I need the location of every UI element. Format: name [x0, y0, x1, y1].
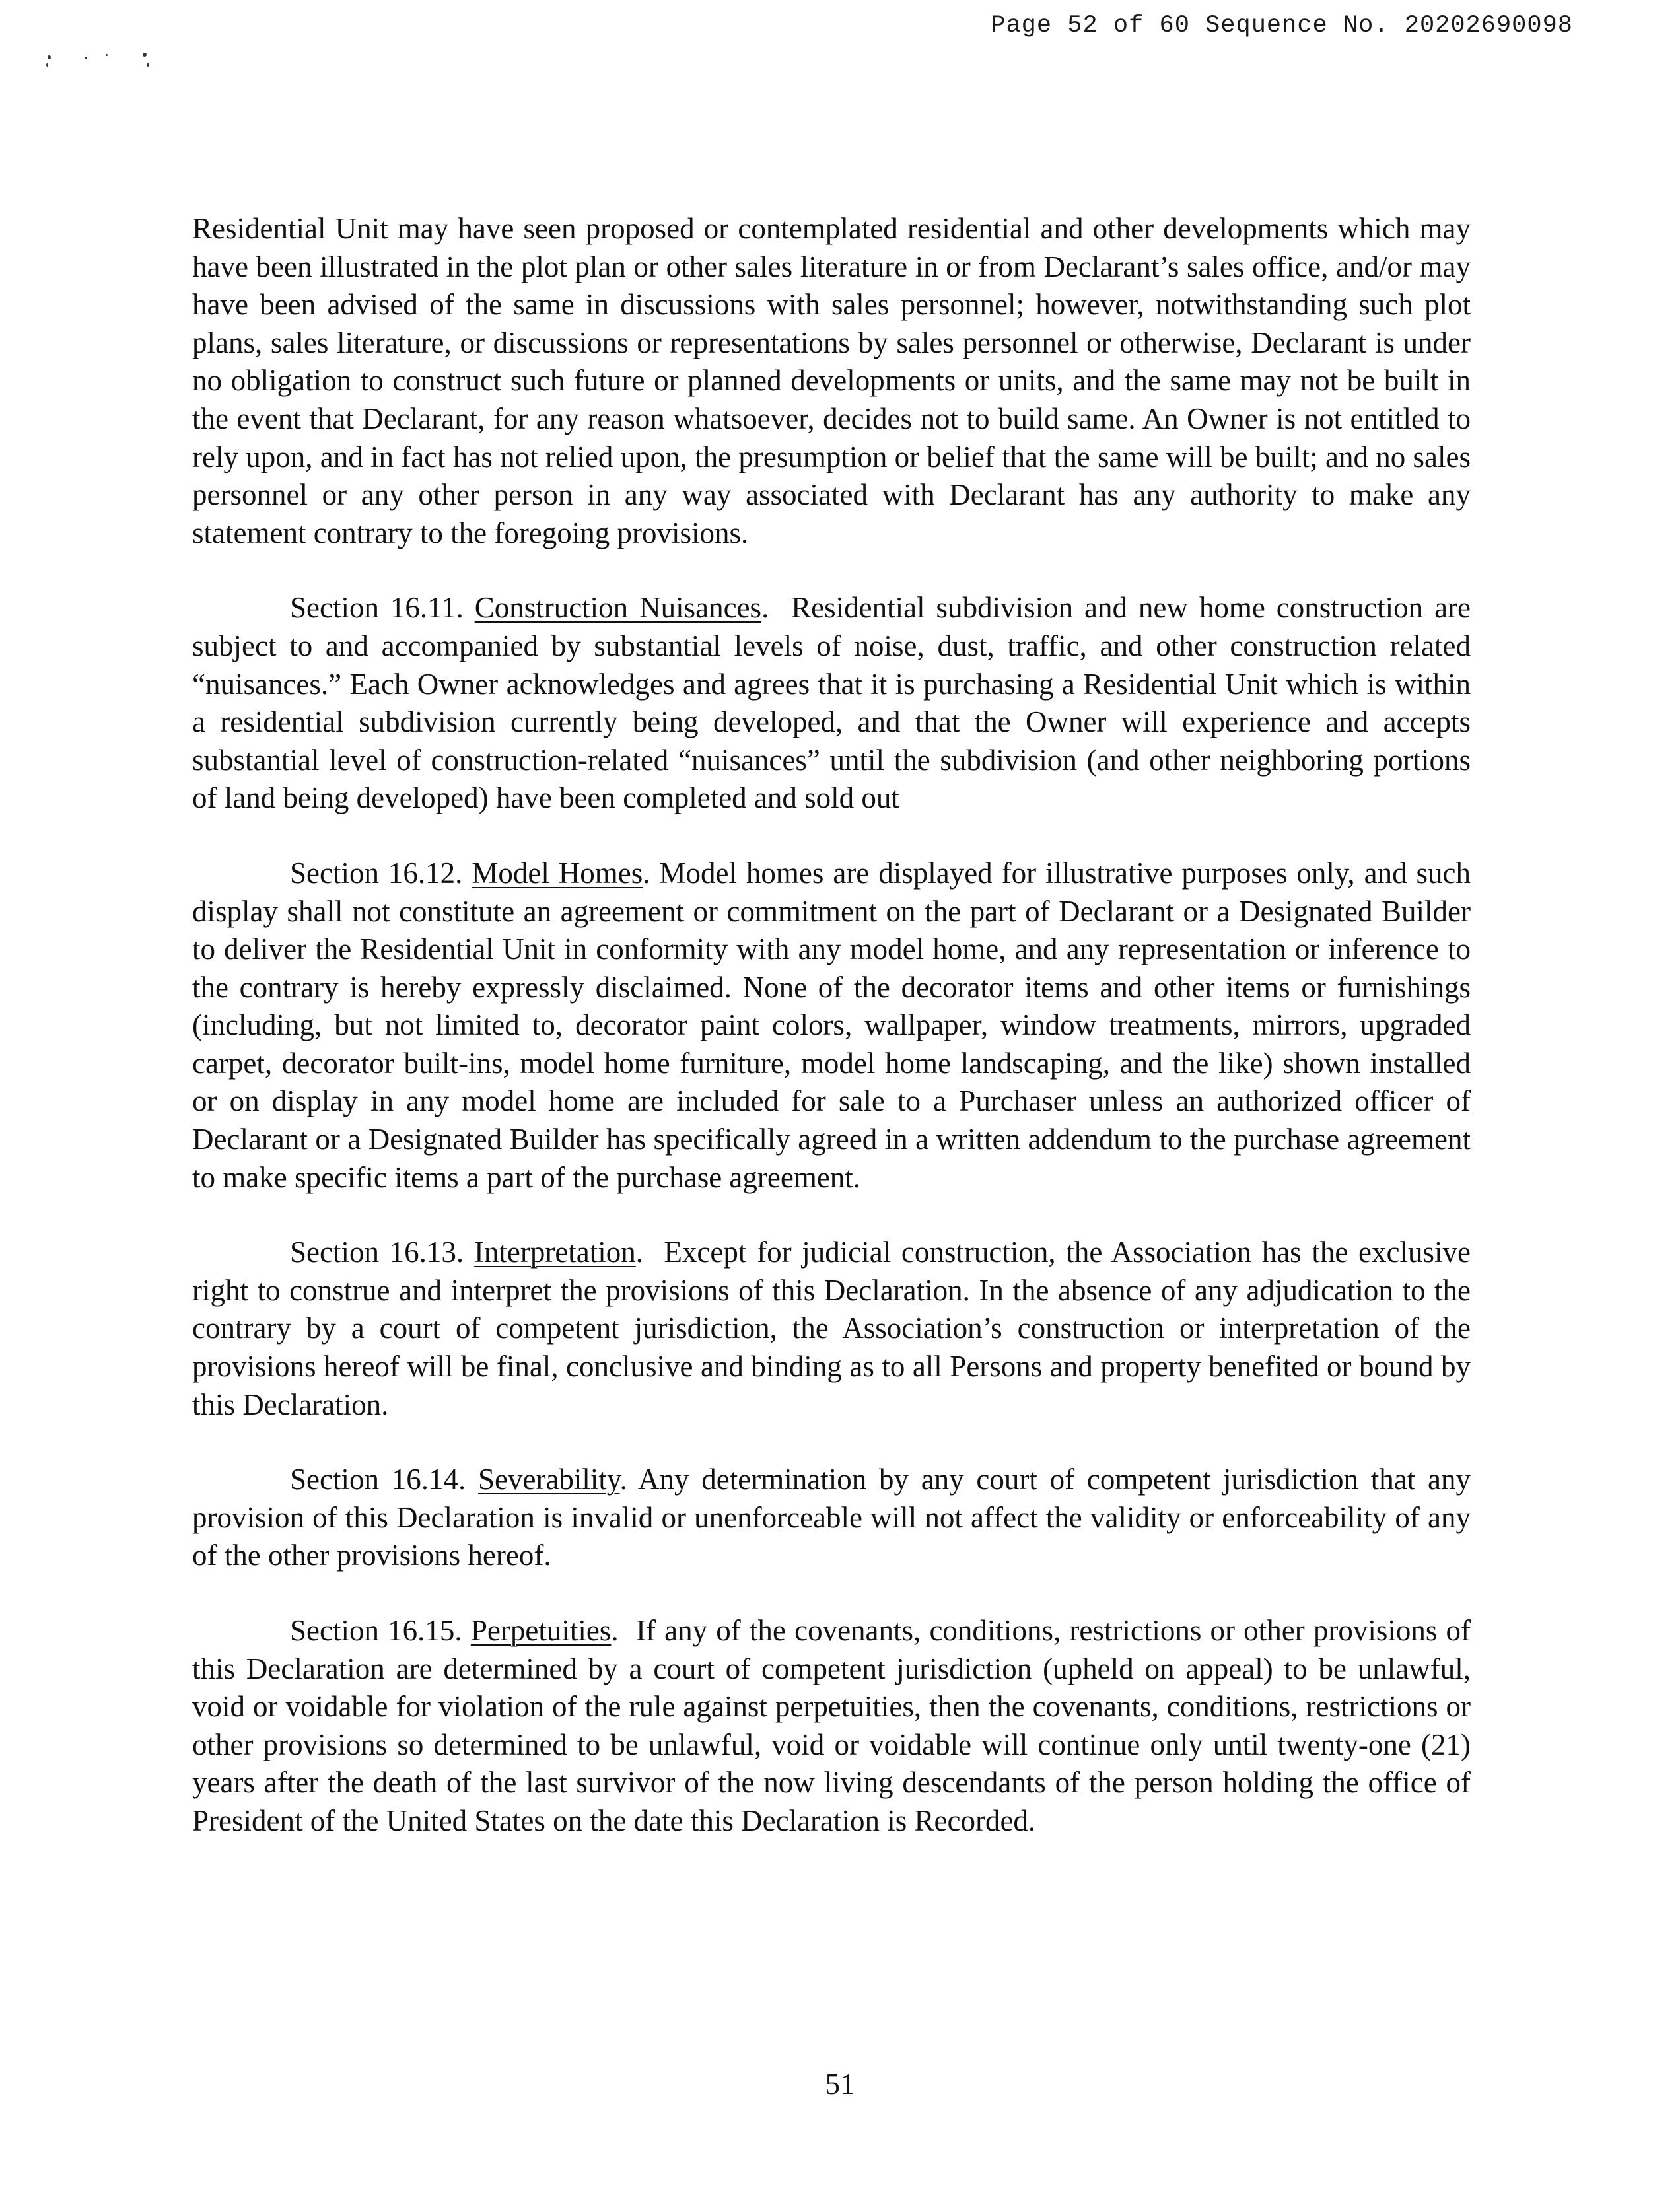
section-title: Model Homes: [472, 856, 643, 890]
page-number: 51: [825, 2068, 855, 2101]
section-text: If any of the covenants, conditions, restrictions or other provisions of this Declaration are determined by a court of competent jurisdiction (upheld on appeal) to be unlawful, void or voidable for violation of the rule against perpetuities, then the covenants, conditions, restrictions or other provisions so determined to be unlawful, void or voidable will continue only until twenty-one (21) years after the death of the last survivor of the now living descendants of the person holding the office of President of the United States on the date this Declaration is Recorded.: [192, 1614, 1471, 1837]
section-title: Severability: [477, 1463, 620, 1496]
document-body: [192, 210, 1471, 1877]
section-16-15: Section 16.15. Perpetuities. If any of the covenants, conditions, restrictions or other provisions of this Declaration are determined by a court of competent jurisdiction (upheld on appeal) to be unlawful, void or voidable for violation of the rule against perpetuities, then the covenants, conditions, restrictions or other provisions so determined to be unlawful, void or voidable will continue only until twenty-one (21) years after the death of the last survivor of the now living descendants of the person holding the office of President of the United States on the date this Declaration is Recorded.: [192, 1614, 1471, 1837]
section-16-12: Section 16.12. Model Homes. Model homes are displayed for illustrative purposes only, and such display shall not constitute an agreement or commitment on the part of Declarant or a Designated Builder to deliver the Residential Unit in conformity with any model home, and any representation or inference to the contrary is hereby expressly disclaimed. None of the decorator items and other items or furnishings (including, but not limited to, decorator paint colors, wallpaper, window treatments, mirrors, upgraded carpet, decorator built-ins, model home furniture, model home landscaping, and the like) shown installed or on display in any model home are included for sale to a Purchaser unless an authorized officer of Declarant or a Designated Builder has specifically agreed in a written addendum to the purchase agreement to make specific items a part of the purchase agreement.: [192, 856, 1471, 1194]
section-number: Section 16.12.: [290, 856, 463, 890]
section-number: Section 16.11.: [290, 591, 464, 625]
section-text: Any determination by any court of competent jurisdiction that any provision of this Declaration is invalid or unenforceable will not affect the validity or enforceability of any of the other provisions hereof.: [192, 1463, 1471, 1572]
intro-paragraph: Residential Unit may have seen proposed or contemplated residential and other developments which may have been illustrated in the plot plan or other sales literature in or from Declarant’s sales office, and/or may have been advised of the same in discussions with sales personnel; however, notwithstanding such plot plans, sales literature, or discussions or representations by sales personnel or otherwise, Declarant is under no obligation to construct such future or planned developments or units, and the same may not be built in the event that Declarant, for any reason whatsoever, decides not to build same. An Owner is not entitled to rely upon, and in fact has not relied upon, the presumption or belief that the same will be built; and no sales personnel or any other person in any way associated with Declarant has any authority to make any statement contrary to the foregoing provisions.: [192, 212, 1471, 549]
page-sequence-stamp: Page 52 of 60 Sequence No. 20202690098: [991, 12, 1573, 40]
section-number: Section 16.15.: [290, 1614, 462, 1647]
section-number: Section 16.14.: [290, 1463, 466, 1496]
section-16-14: Section 16.14. Severability. Any determination by any court of competent jurisdiction that any provision of this Declaration is invalid or unenforceable will not affect the validity or enforceability of any of the other provisions hereof.: [192, 1463, 1471, 1572]
section-text: Model homes are displayed for illustrative purposes only, and such display shall not constitute an agreement or commitment on the part of Declarant or a Designated Builder to deliver the Residential Unit in conformity with any model home, and any representation or inference to the contrary is hereby expressly disclaimed. None of the decorator items and other items or furnishings (including, but not limited to, decorator paint colors, wallpaper, window treatments, mirrors, upgraded carpet, decorator built-ins, model home furniture, model home landscaping, and the like) shown installed or on display in any model home are included for sale to a Purchaser unless an authorized officer of Declarant or a Designated Builder has specifically agreed in a written addendum to the purchase agreement to make specific items a part of the purchase agreement.: [192, 856, 1471, 1194]
section-title: Interpretation: [473, 1236, 636, 1269]
section-text: Except for judicial construction, the Association has the exclusive right to construe and interpret the provisions of this Declaration. In the absence of any adjudication to the contrary by a court of competent jurisdiction, the Association’s construction or interpretation of the provisions hereof will be final, conclusive and binding as to all Persons and property benefited or bound by this Declaration.: [192, 1236, 1471, 1421]
section-16-13: Section 16.13. Interpretation. Except for judicial construction, the Association has the exclusive right to construe and interpret the provisions of this Declaration. In the absence of any adjudication to the contrary by a court of competent jurisdiction, the Association’s construction or interpretation of the provisions hereof will be final, conclusive and binding as to all Persons and property benefited or bound by this Declaration.: [192, 1236, 1471, 1421]
section-text: Residential subdivision and new home construction are subject to and accompanied by substantial levels of noise, dust, traffic, and other construction related “nuisances.” Each Owner acknowledges and agrees that it is purchasing a Residential Unit which is within a residential subdivision currently being developed, and that the Owner will experience and accepts substantial level of construction-related “nuisances” until the subdivision (and other neighboring portions of land being developed) have been completed and sold out: [192, 591, 1471, 815]
section-number: Section 16.13.: [290, 1236, 464, 1269]
section-title: Perpetuities: [470, 1614, 612, 1647]
section-title: Construction Nuisances: [474, 591, 762, 625]
section-16-11: Section 16.11. Construction Nuisances. Residential subdivision and new home construction are subject to and accompanied by substantial levels of noise, dust, traffic, and other construction related “nuisances.” Each Owner acknowledges and agrees that it is purchasing a Residential Unit which is within a residential subdivision currently being developed, and that the Owner will experience and accepts substantial level of construction-related “nuisances” until the subdivision (and other neighboring portions of land being developed) have been completed and sold out: [192, 591, 1471, 815]
